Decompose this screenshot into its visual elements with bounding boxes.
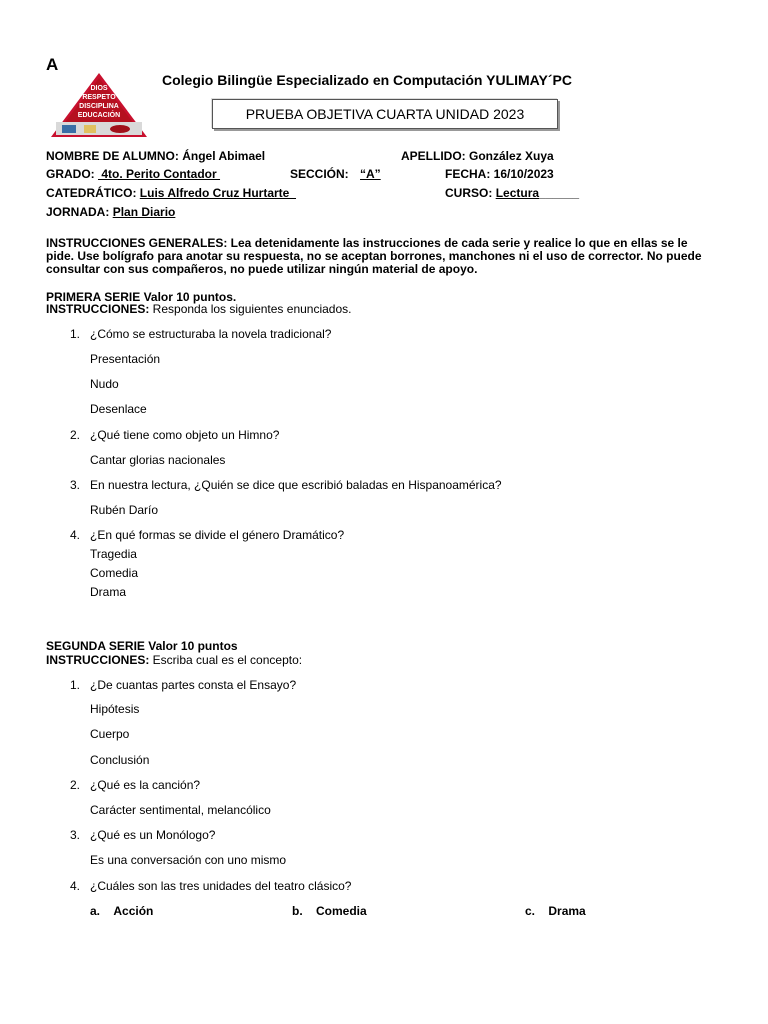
- s1-q4-answer-1: Tragedia: [90, 547, 137, 561]
- s1-q1: [60, 327, 331, 341]
- option-b-text: Comedia: [316, 904, 367, 918]
- s1-q2-number: 2.: [69, 428, 80, 442]
- grade-label: GRADO:: [46, 167, 95, 181]
- option-c-letter: c.: [525, 904, 536, 918]
- student-surname-row: [401, 149, 554, 163]
- s1-q4: [60, 528, 344, 542]
- section-value: “A”: [360, 167, 381, 181]
- date-row: [445, 167, 554, 181]
- s1-q1-answer-1: Presentación: [90, 352, 161, 366]
- s1-q3-answer-1: Rubén Darío: [90, 503, 159, 517]
- teacher-label: CATEDRÁTICO:: [46, 186, 137, 200]
- s2-q4-option-b: [292, 904, 367, 918]
- s2-q1-answer-1: Hipótesis: [90, 702, 140, 716]
- s2-q1: [60, 678, 296, 692]
- logo-word-3: DISCIPLINA: [79, 103, 119, 110]
- name-value: Ángel Abimael: [182, 149, 266, 163]
- grade-row: [46, 167, 220, 181]
- s2-q3-number: 3.: [69, 828, 80, 842]
- option-a-text: Acción: [113, 904, 154, 918]
- s1-q2-text: ¿Qué tiene como objeto un Himno?: [90, 428, 280, 442]
- course-row: [445, 186, 579, 200]
- school-logo: [50, 72, 148, 138]
- s1-q1-answer-2: Nudo: [90, 377, 119, 391]
- s2-q1-answer-3: Conclusión: [90, 753, 150, 767]
- s1-q1-text: ¿Cómo se estructuraba la novela tradicional?: [90, 327, 332, 341]
- series2-title: SEGUNDA SERIE Valor 10 puntos: [46, 639, 238, 653]
- s2-q1-text: ¿De cuantas partes consta el Ensayo?: [90, 678, 297, 692]
- s1-q1-number: 1.: [69, 327, 80, 341]
- option-c-text: Drama: [548, 904, 586, 918]
- logo-word-1: DIOS: [90, 85, 108, 92]
- series2-instructions: [46, 653, 302, 667]
- series1-instr-label: INSTRUCCIONES:: [46, 302, 150, 316]
- surname-value: González Xuya: [469, 149, 554, 163]
- s1-q4-text: ¿En qué formas se divide el género Dramático?: [90, 528, 345, 542]
- schedule-row: [46, 205, 175, 219]
- series1-title: PRIMERA SERIE Valor 10 puntos.: [46, 290, 237, 304]
- date-value: 16/10/2023: [493, 167, 554, 181]
- s2-q4-text: ¿Cuáles son las tres unidades del teatro clásico?: [90, 879, 352, 893]
- s1-q4-answer-2: Comedia: [90, 566, 139, 580]
- s1-q2-answer-1: Cantar glorias nacionales: [90, 453, 226, 467]
- s2-q1-answer-2: Cuerpo: [90, 727, 130, 741]
- exam-title: PRUEBA OBJETIVA CUARTA UNIDAD 2023: [245, 106, 525, 122]
- exam-title-banner: [212, 99, 558, 129]
- s1-q3-text: En nuestra lectura, ¿Quién se dice que escribió baladas en Hispanoamérica?: [90, 478, 502, 492]
- logo-word-4: EDUCACIÓN: [77, 112, 121, 119]
- teacher-value: Luis Alfredo Cruz Hurtarte: [139, 186, 297, 200]
- grade-value: 4to. Perito Contador: [98, 167, 221, 181]
- corner-letter: A: [46, 55, 59, 74]
- s2-q4-option-c: [525, 904, 586, 918]
- s1-q4-answer-3: Drama: [90, 585, 127, 599]
- schedule-value: Plan Diario: [112, 205, 176, 219]
- s2-q4: [60, 879, 351, 893]
- logo-word-2: RESPETO: [82, 94, 116, 101]
- schedule-label: JORNADA:: [46, 205, 110, 219]
- series1-instr-text: Responda los siguientes enunciados.: [149, 302, 352, 316]
- section-label: SECCIÓN:: [290, 167, 349, 181]
- teacher-row: [46, 186, 296, 200]
- course-label: CURSO:: [445, 186, 493, 200]
- s1-q1-answer-3: Desenlace: [90, 402, 147, 416]
- s2-q2: [60, 778, 200, 792]
- s1-q4-number: 4.: [69, 528, 80, 542]
- s1-q2: [60, 428, 279, 442]
- s2-q3-text: ¿Qué es un Monólogo?: [90, 828, 216, 842]
- general-instructions-line-3: consultar con sus compañeros, no puede utilizar ningún material de apoyo.: [46, 262, 478, 276]
- s1-q3-number: 3.: [69, 478, 80, 492]
- series2-instr-text: Escriba cual es el concepto:: [149, 653, 303, 667]
- course-blank: ______: [539, 186, 580, 200]
- s2-q4-number: 4.: [69, 879, 80, 893]
- general-instructions-line-2: pide. Use bolígrafo para anotar su respuesta, no se aceptan borrones, manchones ni el uso de corrector. No puede: [46, 249, 702, 263]
- series1-instructions: [46, 302, 351, 316]
- name-label: NOMBRE DE ALUMNO:: [46, 149, 179, 163]
- s2-q4-option-a: [90, 904, 153, 918]
- option-a-letter: a.: [90, 904, 101, 918]
- s2-q2-answer-1: Carácter sentimental, melancólico: [90, 803, 271, 817]
- school-name: Colegio Bilingüe Especializado en Computación YULIMAY´PC: [162, 72, 572, 88]
- date-label: FECHA:: [445, 167, 491, 181]
- option-b-letter: b.: [292, 904, 303, 918]
- student-name-row: [46, 149, 265, 163]
- s2-q2-text: ¿Qué es la canción?: [90, 778, 201, 792]
- general-instructions-line-1: INSTRUCCIONES GENERALES: Lea detenidamente las instrucciones de cada serie y realice lo que en ellas se le: [46, 236, 688, 250]
- surname-label: APELLIDO:: [401, 149, 466, 163]
- s2-q2-number: 2.: [69, 778, 80, 792]
- course-value: Lectura: [495, 186, 540, 200]
- series2-instr-label: INSTRUCCIONES:: [46, 653, 150, 667]
- s1-q3: [60, 478, 502, 492]
- s2-q1-number: 1.: [69, 678, 80, 692]
- s2-q3: [60, 828, 215, 842]
- general-instructions: [46, 237, 736, 276]
- s2-q3-answer-1: Es una conversación con uno mismo: [90, 853, 287, 867]
- section-row: [290, 167, 381, 181]
